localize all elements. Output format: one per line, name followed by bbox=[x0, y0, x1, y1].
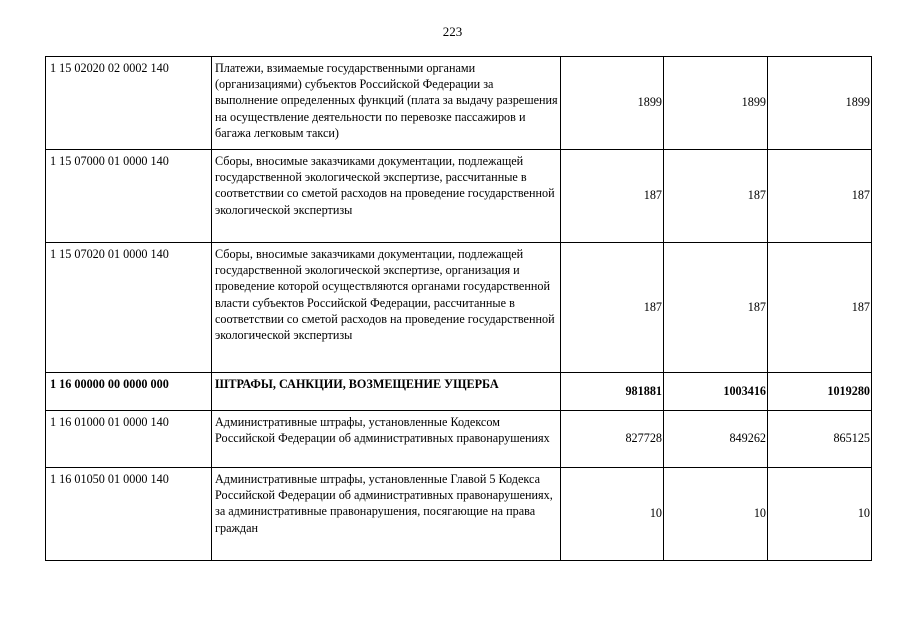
budget-code: 1 15 02020 02 0002 140 bbox=[46, 57, 212, 150]
revenue-table bbox=[45, 56, 872, 561]
value-year-2: 1003416 bbox=[664, 373, 768, 411]
page-number: 223 bbox=[442, 24, 463, 39]
value-year-1: 981881 bbox=[561, 373, 664, 411]
value-year-2: 849262 bbox=[664, 411, 768, 468]
budget-code: 1 16 01050 01 0000 140 bbox=[46, 468, 212, 561]
value-year-1: 187 bbox=[561, 243, 664, 373]
table-row bbox=[46, 243, 872, 373]
value-year-3: 1019280 bbox=[768, 373, 872, 411]
value-year-1: 827728 bbox=[561, 411, 664, 468]
table-row bbox=[46, 411, 872, 468]
budget-code: 1 15 07000 01 0000 140 bbox=[46, 150, 212, 243]
value-year-2: 187 bbox=[664, 243, 768, 373]
value-year-2: 10 bbox=[664, 468, 768, 561]
value-year-1: 1899 bbox=[561, 57, 664, 150]
row-description: ШТРАФЫ, САНКЦИИ, ВОЗМЕЩЕНИЕ УЩЕРБА bbox=[212, 373, 561, 411]
budget-code: 1 16 01000 01 0000 140 bbox=[46, 411, 212, 468]
value-year-3: 187 bbox=[768, 150, 872, 243]
row-description: Административные штрафы, установленные Кодексом Российской Федерации об административных правонарушениях bbox=[212, 411, 561, 468]
budget-code: 1 15 07020 01 0000 140 bbox=[46, 243, 212, 373]
value-year-2: 1899 bbox=[664, 57, 768, 150]
value-year-3: 10 bbox=[768, 468, 872, 561]
row-description: Платежи, взимаемые государственными органами (организациями) субъектов Российской Федерации за выполнение определенных функций (плата за выдачу разрешения на осуществление деятельности по перевозке пассажиров и багажа легковым такси) bbox=[212, 57, 561, 150]
row-description: Сборы, вносимые заказчиками документации, подлежащей государственной экологической экспертизе, рассчитанные в соответствии со сметой расходов на проведение государственной экологической экспертизы bbox=[212, 150, 561, 243]
row-description: Административные штрафы, установленные Главой 5 Кодекса Российской Федерации об административных правонарушениях, за административные правонарушения, посягающие на права граждан bbox=[212, 468, 561, 561]
table-row bbox=[46, 373, 872, 411]
value-year-2: 187 bbox=[664, 150, 768, 243]
budget-code: 1 16 00000 00 0000 000 bbox=[46, 373, 212, 411]
value-year-3: 865125 bbox=[768, 411, 872, 468]
row-description: Сборы, вносимые заказчиками документации, подлежащей государственной экологической экспертизе, организация и проведение которой осуществляются органами государственной власти субъектов Российской Федерации, рассчитанные в соответствии со сметой расходов на проведение государственной экологической экспертизы bbox=[212, 243, 561, 373]
value-year-1: 187 bbox=[561, 150, 664, 243]
value-year-3: 187 bbox=[768, 243, 872, 373]
table-row bbox=[46, 150, 872, 243]
value-year-1: 10 bbox=[561, 468, 664, 561]
table-row bbox=[46, 468, 872, 561]
value-year-3: 1899 bbox=[768, 57, 872, 150]
table-row bbox=[46, 57, 872, 150]
